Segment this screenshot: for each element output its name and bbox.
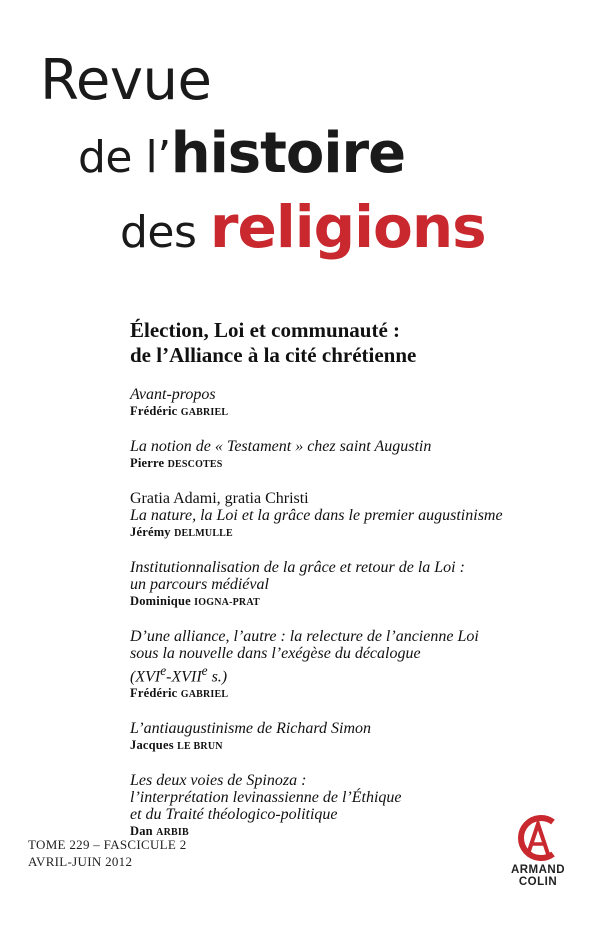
issue-theme-line: de l’Alliance à la cité chrétienne — [130, 343, 417, 367]
article-author: Frédéric GABRIEL — [130, 686, 229, 701]
article-title: Institutionnalisation de la grâce et retour de la Loi : — [130, 559, 465, 576]
contents-entry — [130, 628, 570, 703]
article-author: Pierre DESCOTES — [130, 456, 223, 470]
article-title-century: (XVIe-XVIIe s.) — [130, 663, 228, 686]
contents-entry — [130, 772, 570, 841]
contents-entry — [130, 720, 570, 755]
article-title: La nature, la Loi et la grâce dans le premier augustinisme — [130, 507, 503, 524]
article-title: et du Traité théologico-politique — [130, 806, 338, 824]
article-author: Dan ARBIB — [130, 824, 189, 839]
publisher-logo — [508, 812, 568, 888]
journal-title-line3 — [120, 193, 486, 261]
article-title: Avant-propos — [130, 386, 216, 403]
article-title: l’interprétation levinassienne de l’Éthique — [130, 789, 402, 807]
journal-title-line1: Revue — [40, 48, 212, 113]
issue-date: AVRIL-JUIN 2012 — [28, 854, 133, 869]
journal-title-religions: religions — [209, 193, 486, 261]
article-title: Les deux voies de Spinoza : — [130, 772, 307, 790]
publisher-name-line1: ARMAND — [510, 864, 566, 876]
volume-issue: TOME 229 – FASCICULE 2 — [28, 837, 187, 852]
journal-title-prefix: des — [120, 207, 210, 258]
contents-entry — [130, 438, 570, 473]
journal-title-prefix: de l’ — [78, 132, 171, 183]
armand-colin-logo-icon — [513, 812, 563, 864]
article-title: sous la nouvelle dans l’exégèse du décalogue — [130, 645, 421, 662]
article-title: La notion de « Testament » chez saint Augustin — [130, 438, 432, 455]
table-of-contents — [130, 386, 570, 858]
issue-info — [28, 836, 187, 870]
journal-title-line2 — [78, 121, 406, 186]
contents-entry — [130, 386, 570, 421]
article-title: D’une alliance, l’autre : la relecture de l’ancienne Loi — [130, 628, 479, 645]
article-title-roman: Gratia Adami, gratia Christi — [130, 490, 309, 507]
article-title: un parcours médiéval — [130, 576, 269, 593]
article-author: Dominique IOGNA-PRAT — [130, 594, 260, 608]
article-title: L’antiaugustinisme de Richard Simon — [130, 720, 372, 738]
issue-theme-line: Élection, Loi et communauté : — [130, 318, 401, 342]
article-author: Frédéric GABRIEL — [130, 404, 229, 418]
contents-entry — [130, 559, 570, 611]
article-author: Jérémy DELMULLE — [130, 525, 233, 539]
publisher-name-line2: COLIN — [518, 876, 558, 888]
issue-theme-title — [130, 318, 416, 368]
journal-title-histoire: histoire — [170, 121, 406, 186]
article-author: Jacques LE BRUN — [130, 738, 223, 753]
contents-entry — [130, 490, 570, 542]
